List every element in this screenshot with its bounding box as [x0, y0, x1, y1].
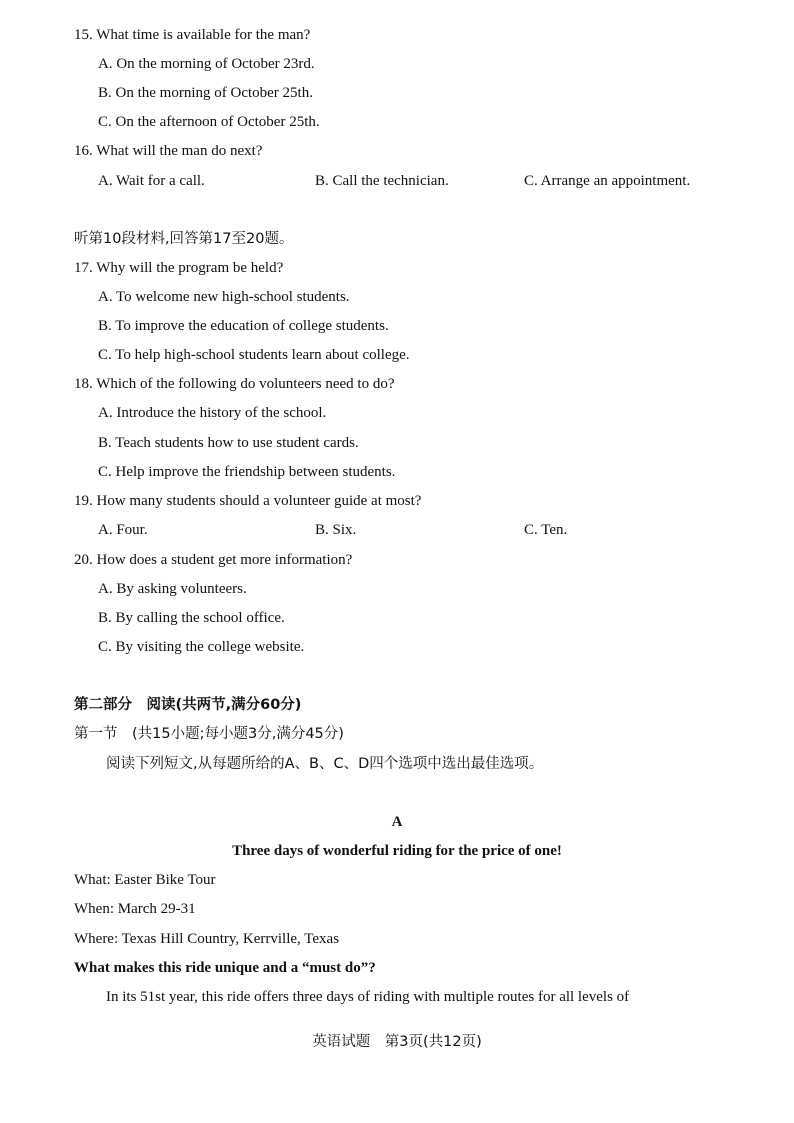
question-20-stem: 20. How does a student get more information?	[74, 552, 353, 568]
question-18-option-c: C. Help improve the friendship between students.	[98, 464, 396, 480]
question-15-option-a: A. On the morning of October 23rd.	[98, 56, 315, 72]
question-20-option-a: A. By asking volunteers.	[98, 581, 247, 597]
question-19-stem: 19. How many students should a volunteer guide at most?	[74, 493, 422, 509]
question-17-option-a: A. To welcome new high-school students.	[98, 289, 350, 305]
reading-instruction: 阅读下列短文,从每题所给的A、B、C、D四个选项中选出最佳选项。	[106, 756, 544, 772]
section-10-instruction: 听第10段材料,回答第17至20题。	[74, 231, 294, 247]
question-16-option-a: A. Wait for a call.	[98, 173, 205, 189]
question-19-option-c: C. Ten.	[524, 522, 568, 538]
question-17-option-c: C. To help high-school students learn about college.	[98, 347, 410, 363]
passage-paragraph: In its 51st year, this ride offers three days of riding with multiple routes for all levels of	[106, 989, 630, 1005]
question-16-option-c: C. Arrange an appointment.	[524, 173, 691, 189]
passage-when: When: March 29-31	[74, 901, 196, 917]
question-17-stem: 17. Why will the program be held?	[74, 260, 284, 276]
question-18-stem: 18. Which of the following do volunteers need to do?	[74, 376, 395, 392]
question-15-stem: 15. What time is available for the man?	[74, 27, 311, 43]
passage-subheading: What makes this ride unique and a “must do”?	[74, 960, 376, 976]
section-1-heading: 第一节 (共15小题;每小题3分,满分45分)	[74, 726, 344, 742]
page-footer: 英语试题 第3页(共12页)	[312, 1034, 482, 1050]
question-17-option-b: B. To improve the education of college students.	[98, 318, 389, 334]
question-18-option-a: A. Introduce the history of the school.	[98, 405, 327, 421]
question-19-option-a: A. Four.	[98, 522, 148, 538]
passage-title: Three days of wonderful riding for the price of one!	[232, 843, 562, 859]
question-19-option-b: B. Six.	[315, 522, 357, 538]
part-2-heading: 第二部分 阅读(共两节,满分60分)	[74, 697, 302, 713]
question-16-stem: 16. What will the man do next?	[74, 143, 263, 159]
question-16-option-b: B. Call the technician.	[315, 173, 449, 189]
question-20-option-c: C. By visiting the college website.	[98, 639, 305, 655]
passage-letter: A	[391, 814, 403, 830]
passage-where: Where: Texas Hill Country, Kerrville, Texas	[74, 931, 340, 947]
question-15-option-c: C. On the afternoon of October 25th.	[98, 114, 320, 130]
question-20-option-b: B. By calling the school office.	[98, 610, 285, 626]
question-18-option-b: B. Teach students how to use student cards.	[98, 435, 359, 451]
question-15-option-b: B. On the morning of October 25th.	[98, 85, 313, 101]
passage-what: What: Easter Bike Tour	[74, 872, 216, 888]
